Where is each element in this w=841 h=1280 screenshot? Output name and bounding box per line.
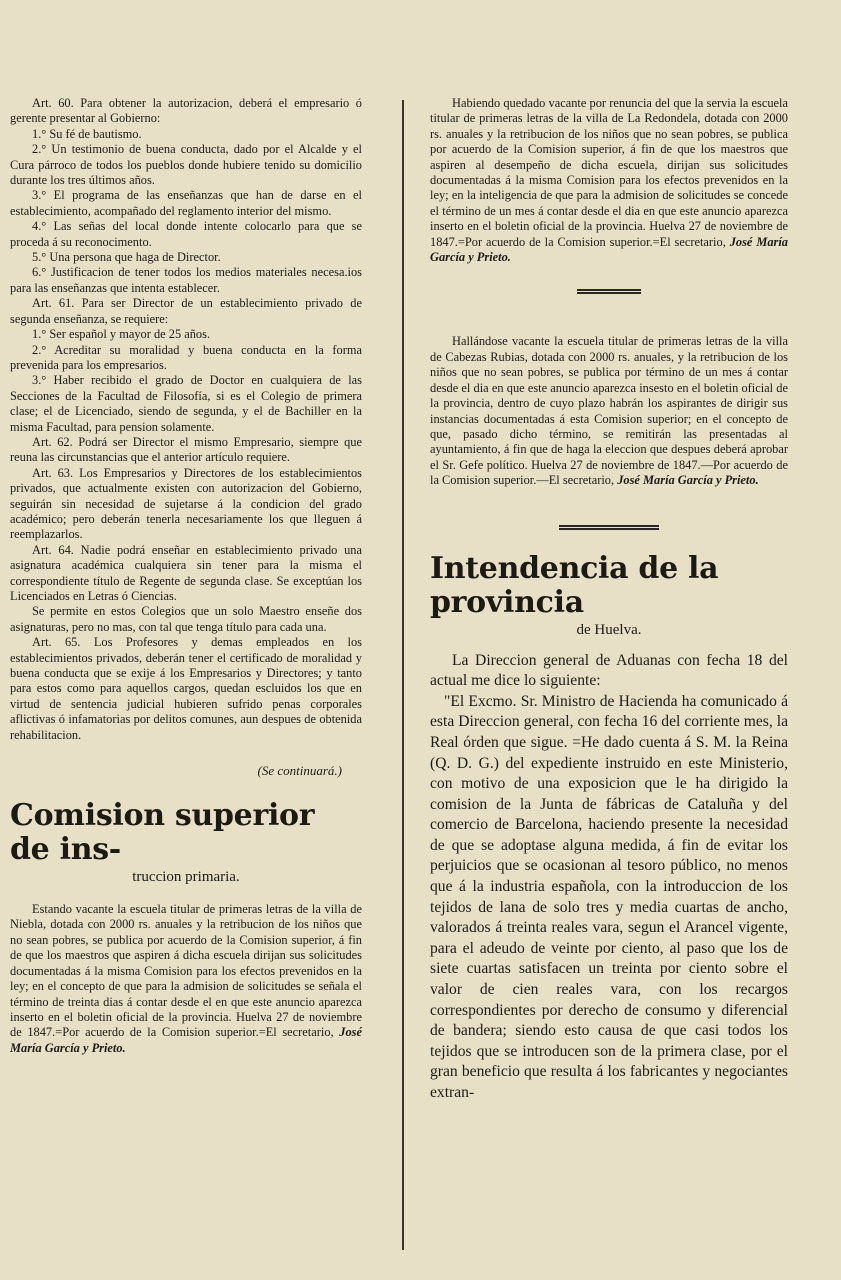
article-paragraph: 4.° Las señas del local donde intente colocarlo para que se proceda á su reconocimento.	[10, 219, 362, 249]
continued-note: (Se continuará.)	[257, 763, 342, 779]
article-paragraph: 6.° Justificacion de tener todos los medios materiales necesa.ios para las enseñanzas que intenta establecer.	[10, 265, 362, 295]
secretary-signature: José María García y Prieto.	[430, 234, 788, 265]
section-subheading: truccion primaria.	[132, 869, 240, 886]
article-paragraph: Art. 61. Para ser Director de un establecimiento privado de segunda enseñanza, se requiere:	[10, 296, 362, 326]
section-heading: Intendencia de la provincia	[430, 550, 719, 620]
article-paragraph: 1.° Su fé de bautismo.	[32, 126, 142, 141]
article-paragraph: Art. 60. Para obtener la autorizacion, deberá el empresario ó gerente presentar al Gobierno:	[10, 96, 362, 126]
article-paragraph: Art. 62. Podrá ser Director el mismo Empresario, siempre que reuna las circunstancias que el anterior artículo requiere.	[10, 434, 362, 465]
section-separator	[577, 289, 641, 294]
section-subheading: de Huelva.	[576, 621, 642, 638]
article-paragraph: 2.° Un testimonio de buena conducta, dado por el Alcalde y el Cura párroco de todos los pueblos donde hubiere tenido su domicilio durante los tres últimos años.	[10, 142, 362, 188]
article-paragraph: 3.° El programa de las enseñanzas que han de darse en el establecimiento, acompañado del reglamento interior del mismo.	[10, 188, 362, 218]
article-paragraph: Art. 65. Los Profesores y demas empleados en los establecimientos privados, deberán tener el certificado de moralidad y buena conducta que se exije á los Empresarios y Directores; y tanto para estos como para aquellos cargos, quedan escluidos los que en virtud de sentencia judicial hubieren sufrido penas corporales aflictivas ó infamatorias por delitos comunes, aun despues de obtenida rehabilitacion.	[10, 635, 362, 742]
notice-text: Habiendo quedado vacante por renuncia del que la servia la escuela titular de primeras letras de la villa de La Redondela, dotada con 2000 rs. anuales y la retribucion de los niños que no sean pobres, se publica por acuerdo de la Comision superior, á fin de que los maestros que aspiren al desempeño de dicha escuela, dirijan sus solicitudes documentadas á la misma Comision para los efectos prevenidos en la ley; en la inteligencia de que para la admision de solicitudes se concede el término de un mes á contar desde el dia en que este anuncio aparezca inserto en el boletin oficial de la provincia. Huelva 27 de noviembre de 1847.=Por acuerdo de la Comision superior.=El secretario,	[430, 96, 788, 249]
article-paragraph: 5.° Una persona que haga de Director.	[32, 250, 221, 265]
article-paragraph: 1.° Ser español y mayor de 25 años.	[32, 327, 211, 342]
notice-text: Estando vacante la escuela titular de primeras letras de la villa de Niebla, dotada con 2000 rs. anuales y la retribucion de los niños que no sean pobres, se publica por acuerdo de la Comision superior, á fin de que los maestros que aspiren á dicha escuela dirijan sus solicitudes documentadas á la misma Comision para los efectos prevenidos en la ley; en el concepto de que para la admision de solicitudes se señala el término de treinta dias á contar desde el en que este anuncio aparezca inserto en el boletin oficial de la provincia. Huelva 27 de noviembre de 1847.=Por acuerdo de la Comision superior.=El secretario,	[10, 902, 362, 1040]
article-paragraph: 3.° Haber recibido el grado de Doctor en cualquiera de las Secciones de la Facultad de Filosofía, si es el Colegio de primera clase; el de Licenciado, siendo de segunda, y el de Bachiller en la misma Facultad, para pension solamente.	[10, 373, 362, 434]
royal-order-paragraph: "El Excmo. Sr. Ministro de Hacienda ha comunicado á esta Direccion general, con fecha 16 del corriente mes, la Real órden que sigue. =He dado cuenta á S. M. la Reina (Q. D. G.) del expediente instruido en este Ministerio, con motivo de una exposicion que le ha dirigido la comision de la Junta de fábricas de Cataluña y del comercio de Barcelona, haciendo presente la necesidad de que se adoptase alguna medida, á fin de evitar los perjuicios que se ocasionan al tesoro público, no menos que á la industria española, con la introduccion de los tejidos de lana de solo tres y media cuartas de ancho, valorados á treinta reales vara, segun el Arancel vigente, para el adeudo de veinte por ciento, al paso que los de siete cuartas satisfacen un treinta por ciento sobre el valor de cien reales vara, con los recargos correspondientes por derecho de consumo y diferencial de bandera; siendo esto causa de que casi todos los tejidos que se introducen son de la primera clase, por el gran beneficio que resulta á los fabricantes y negociantes extran-	[430, 692, 788, 1101]
vacancy-notice-redondela	[430, 96, 788, 265]
section-separator	[559, 525, 659, 530]
notice-text: Hallándose vacante la escuela titular de primeras letras de la villa de Cabezas Rubias, dotada con 2000 rs. anuales, y la retribucion de los niños que no sean pobres, se publica por término de un mes á contar desde el dia en que este anuncio aparezca insesto en el boletin oficial de la provincia, dentro de cuyo plazo habrán los aspirantes de dirigir sus instancias documentadas á esta Comision superior; en el concepto de que, pasado dicho término, se remitirán las presentadas al ayuntamiento, á fin que de haga la eleccion que despues deberá aprobar el Sr. Gefe político. Huelva 27 de noviembre de 1847.—Por acuerdo de la Comision superior.—El secretario,	[430, 334, 788, 488]
section-heading: Comision superior de ins-	[10, 798, 315, 868]
intro-paragraph: La Direccion general de Aduanas con fecha 18 del actual me dice lo siguiente:	[430, 651, 788, 690]
column-divider	[402, 100, 404, 1250]
secretary-signature: José María García y Prieto.	[617, 473, 759, 488]
article-paragraph: Art. 63. Los Empresarios y Directores de los establecimientos privados, que actualmente existen con autorizacion del Gobierno, seguirán sin necesidad de sujetarse á la condicion del grado académico; pero deberán tenerla necesariamente los que lleguen á reemplazarlos.	[10, 465, 362, 542]
right-column	[430, 96, 788, 1104]
article-paragraph: Art. 64. Nadie podrá enseñar en establecimiento privado una asignatura académica cualquiera sin tener para la misma el correspondiente título de Regente de segunda clase. Se exceptúan los Licenciados en Letras ó Ciencias.	[10, 542, 362, 603]
secretary-signature: José María García y Prieto.	[10, 1025, 362, 1055]
vacancy-notice-niebla	[10, 902, 362, 1056]
left-column	[10, 96, 362, 1056]
vacancy-notice-cabezas-rubias	[430, 334, 788, 488]
articles-block	[10, 96, 362, 743]
article-paragraph: Se permite en estos Colegios que un solo Maestro enseñe dos asignaturas, pero no mas, con tal que tenga título para cada una.	[10, 604, 362, 634]
article-paragraph: 2.° Acreditar su moralidad y buena conducta en la forma prevenida para los empresarios.	[10, 342, 362, 372]
